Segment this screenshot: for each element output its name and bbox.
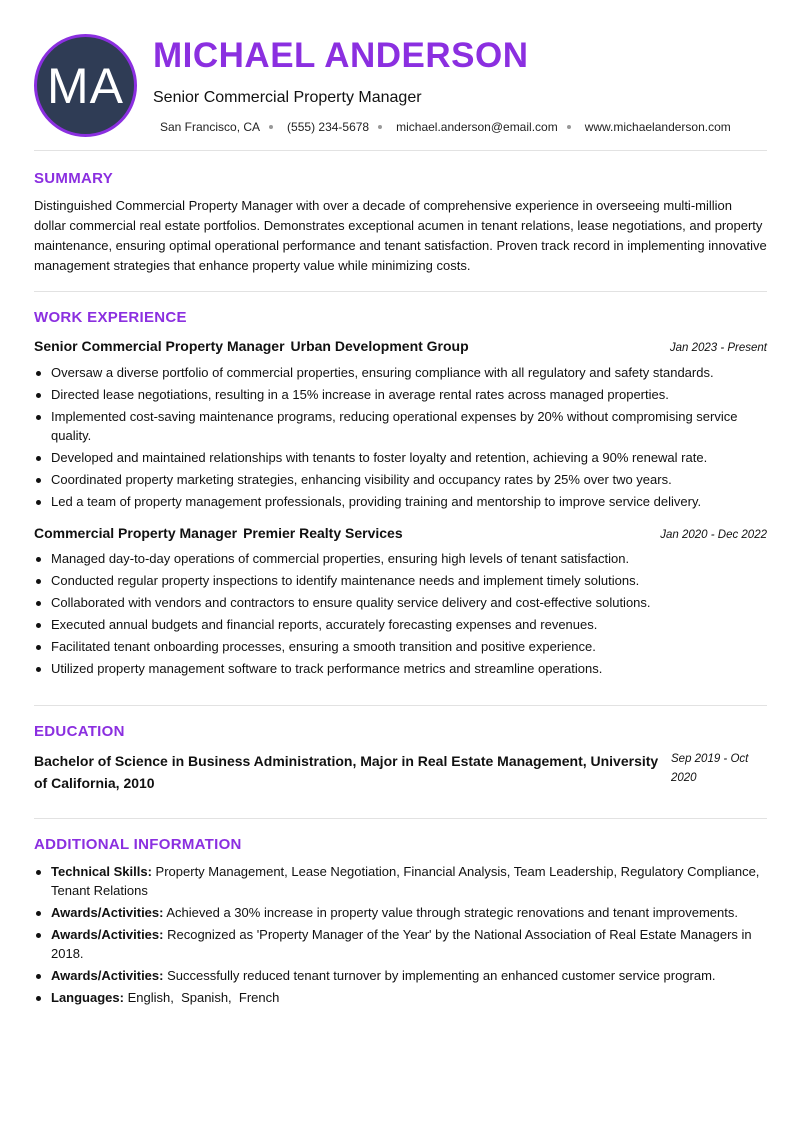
- avatar: [34, 34, 137, 137]
- item-text: English, Spanish, French: [127, 990, 280, 1005]
- item-text: Successfully reduced tenant turnover by implementing an enhanced customer service program.: [167, 968, 716, 983]
- list-item: Utilized property management software to track performance metrics and streamline operations.: [34, 659, 767, 678]
- divider: [34, 150, 767, 151]
- job-header: [34, 338, 767, 354]
- list-item: Facilitated tenant onboarding processes, ensuring a smooth transition and positive experience.: [34, 637, 767, 656]
- item-text: Property Management, Lease Negotiation, Financial Analysis, Team Leadership, Regulatory Compliance, Tenant Relations: [51, 864, 760, 898]
- job-title-headline: Senior Commercial Property Manager: [153, 89, 422, 106]
- item-label: Technical Skills:: [51, 864, 152, 879]
- item-label: Awards/Activities:: [51, 927, 164, 942]
- list-item: Directed lease negotiations, resulting in a 15% increase in average rental rates across managed properties.: [34, 385, 767, 404]
- job-company: Premier Realty Services: [243, 525, 403, 541]
- contact-phone: (555) 234-5678: [287, 120, 370, 134]
- job-header: [34, 525, 767, 541]
- job-dates: Jan 2023 - Present: [669, 342, 767, 354]
- job-bullets: [34, 549, 767, 681]
- divider: [34, 818, 767, 819]
- education-entry: [34, 750, 767, 794]
- list-item: Managed day-to-day operations of commercial properties, ensuring high levels of tenant satisfaction.: [34, 549, 767, 568]
- divider: [34, 291, 767, 292]
- job-role-line: [34, 338, 469, 354]
- list-item: Developed and maintained relationships with tenants to foster loyalty and retention, achieving a 90% renewal rate.: [34, 448, 767, 467]
- contact-location: San Francisco, CA: [160, 120, 261, 134]
- item-text: Achieved a 30% increase in property value through strategic renovations and tenant improvements.: [166, 905, 738, 920]
- item-label: Awards/Activities:: [51, 968, 164, 983]
- section-title-education: EDUCATION: [34, 723, 125, 740]
- list-item: Conducted regular property inspections to identify maintenance needs and implement timely solutions.: [34, 571, 767, 590]
- section-title-additional: ADDITIONAL INFORMATION: [34, 836, 242, 853]
- avatar-initials: MA: [47, 57, 124, 114]
- list-item: Collaborated with vendors and contractors to ensure quality service delivery and cost-effective solutions.: [34, 593, 767, 612]
- list-item: Led a team of property management professionals, providing training and mentorship to improve service delivery.: [34, 492, 767, 511]
- divider: [34, 705, 767, 706]
- list-item: [34, 862, 767, 900]
- item-label: Awards/Activities:: [51, 905, 164, 920]
- job-role-line: [34, 525, 403, 541]
- candidate-name: MICHAEL ANDERSON: [153, 36, 529, 75]
- contact-website[interactable]: www.michaelanderson.com: [584, 120, 731, 134]
- job-role: Commercial Property Manager: [34, 525, 238, 541]
- separator-dot-icon: [269, 125, 273, 129]
- list-item: Executed annual budgets and financial reports, accurately forecasting expenses and revenues.: [34, 615, 767, 634]
- job-role: Senior Commercial Property Manager: [34, 338, 285, 354]
- additional-list: [34, 862, 767, 1010]
- list-item: [34, 903, 767, 922]
- list-item: Implemented cost-saving maintenance programs, reducing operational expenses by 20% without compromising service quality.: [34, 407, 767, 445]
- list-item: Coordinated property marketing strategies, enhancing visibility and occupancy rates by 25% over two years.: [34, 470, 767, 489]
- contact-bar: [160, 120, 731, 134]
- contact-email[interactable]: michael.anderson@email.com: [396, 120, 558, 134]
- section-title-summary: SUMMARY: [34, 170, 114, 187]
- list-item: [34, 925, 767, 963]
- item-text: Recognized as 'Property Manager of the Year' by the National Association of Real Estate Managers in 2018.: [51, 927, 752, 961]
- list-item: [34, 966, 767, 985]
- job-company: Urban Development Group: [290, 338, 469, 354]
- item-label: Languages:: [51, 990, 124, 1005]
- section-title-experience: WORK EXPERIENCE: [34, 309, 187, 326]
- education-degree: Bachelor of Science in Business Administration, Major in Real Estate Management, University of California, 2010: [34, 753, 659, 791]
- job-dates: Jan 2020 - Dec 2022: [660, 529, 767, 541]
- list-item: [34, 988, 767, 1007]
- job-bullets: [34, 363, 767, 514]
- separator-dot-icon: [567, 125, 571, 129]
- summary-text: Distinguished Commercial Property Manager with over a decade of comprehensive experience in overseeing multi-million dollar commercial real estate portfolios. Demonstrates exceptional acumen in tenant relations, lease negotiations, and property maintenance, ensuring optimal operational performance and tenant satisfaction. Proven track record in implementing innovative management strategies that enhance property value while minimizing costs.: [34, 198, 767, 273]
- separator-dot-icon: [378, 125, 382, 129]
- list-item: Oversaw a diverse portfolio of commercial properties, ensuring compliance with all regulatory and safety standards.: [34, 363, 767, 382]
- education-dates: Sep 2019 - Oct 2020: [671, 753, 749, 784]
